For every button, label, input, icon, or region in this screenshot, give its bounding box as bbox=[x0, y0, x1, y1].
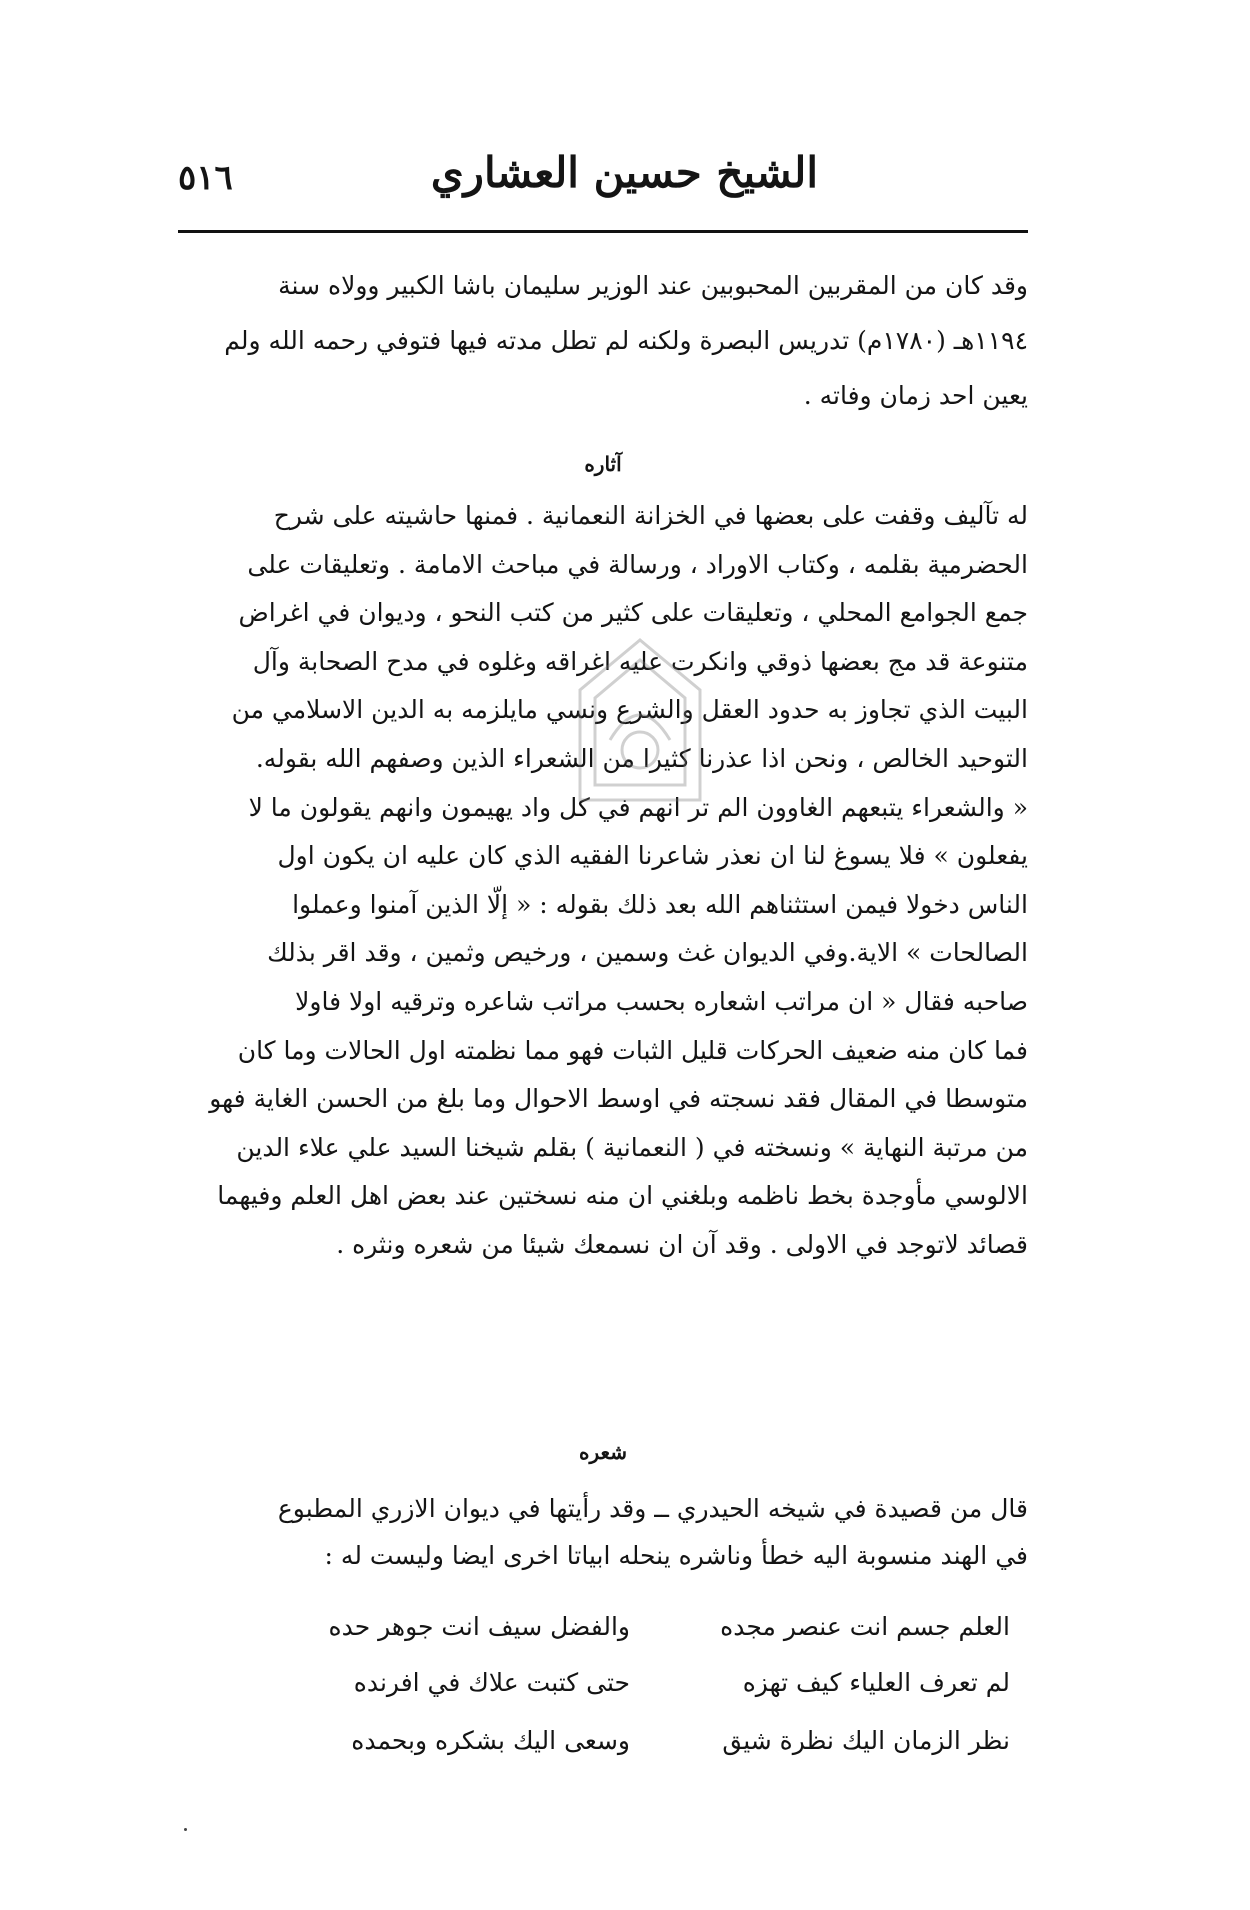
text-line: يعين احد زمان وفاته . bbox=[803, 381, 1028, 410]
text-line: يفعلون » فلا يسوغ لنا ان نعذر شاعرنا الفقيه الذي كان عليه ان يكون اول bbox=[277, 841, 1028, 871]
athar-paragraph bbox=[178, 492, 1028, 1270]
text-line: في الهند منسوبة اليه خطأ وناشره ينحله ابياتا اخرى ايضا وليست له : bbox=[324, 1541, 1028, 1570]
text-line: قصائد لاتوجد في الاولى . وقد آن ان نسمعك شيئا من شعره ونثره . bbox=[336, 1229, 1028, 1259]
text-line: متوسطا في المقال فقد نسجته في اوسط الاحوال وما بلغ من الحسن الغاية فهو bbox=[209, 1084, 1028, 1114]
verse-row bbox=[250, 1726, 1010, 1766]
verse-row bbox=[250, 1668, 1010, 1708]
page-header bbox=[178, 148, 1028, 218]
text-line: ١١٩٤هـ (١٧٨٠م) تدريس البصرة ولكنه لم تطل مدته فيها فتوفي رحمه الله ولم bbox=[224, 326, 1028, 355]
text-line: متنوعة قد مج بعضها ذوقي وانكرت عليه اغراقه وغلوه في مدح الصحابة وآل bbox=[252, 646, 1028, 676]
watermark-emblem-icon bbox=[540, 620, 740, 820]
text-line: صاحبه فقال « ان مراتب اشعاره بحسب مراتب شاعره وترقيه اولا فاولا bbox=[295, 986, 1028, 1016]
verse-hemistich-left: وسعى اليك بشكره وبحمده bbox=[351, 1726, 630, 1755]
text-line: « والشعراء يتبعهم الغاوون الم تر انهم في كل واد يهيمون وانهم يقولون ما لا bbox=[248, 792, 1028, 822]
text-line: جمع الجوامع المحلي ، وتعليقات على كثير من كتب النحو ، وديوان في اغراض bbox=[238, 598, 1028, 628]
scan-speck bbox=[184, 1828, 187, 1831]
text-line: البيت الذي تجاوز به حدود العقل والشرع ونسي مايلزمه به الدين الاسلامي من bbox=[231, 695, 1028, 725]
text-line: الصالحات » الاية.وفي الديوان غث وسمين ، ورخيص وثمين ، وقد اقر بذلك bbox=[267, 938, 1028, 968]
text-line: التوحيد الخالص ، ونحن اذا عذرنا كثيرا من الشعراء الذين وصفهم الله بقوله. bbox=[255, 743, 1028, 773]
verse-hemistich-right: العلم جسم انت عنصر مجده bbox=[720, 1612, 1010, 1641]
text-line: فما كان منه ضعيف الحركات قليل الثبات فهو مما نظمته اول الحالات وما كان bbox=[237, 1035, 1028, 1065]
verse-hemistich-right: نظر الزمان اليك نظرة شيق bbox=[722, 1726, 1010, 1755]
verse-hemistich-left: والفضل سيف انت جوهر حده bbox=[328, 1612, 630, 1641]
verse-hemistich-left: حتى كتبت علاك في افرنده bbox=[353, 1668, 630, 1697]
shiruhu-paragraph bbox=[178, 1485, 1028, 1579]
page-title: الشيخ حسين العشاري bbox=[430, 148, 818, 197]
intro-paragraph bbox=[178, 258, 1028, 423]
section-heading-athar: آثاره bbox=[584, 452, 622, 476]
text-line: وقد كان من المقربين المحبوبين عند الوزير سليمان باشا الكبير وولاه سنة bbox=[278, 271, 1028, 300]
section-heading-shiruhu: شعره bbox=[579, 1440, 627, 1464]
verse-hemistich-right: لم تعرف العلياء كيف تهزه bbox=[742, 1668, 1010, 1697]
verse-row bbox=[250, 1612, 1010, 1652]
header-rule bbox=[178, 230, 1028, 233]
text-line: له تآليف وقفت على بعضها في الخزانة النعمانية . فمنها حاشيته على شرح bbox=[273, 501, 1028, 530]
text-line: الالوسي مأوجدة بخط ناظمه وبلغني ان منه نسختين عند بعض اهل العلم وفيهما bbox=[217, 1181, 1028, 1211]
text-line: من مرتبة النهاية » ونسخته في ( النعمانية ) بقلم شيخنا السيد علي علاء الدين bbox=[236, 1132, 1028, 1162]
text-line: قال من قصيدة في شيخه الحيدري ــ وقد رأيتها في ديوان الازري المطبوع bbox=[277, 1494, 1028, 1523]
text-line: الناس دخولا فيمن استثناهم الله بعد ذلك بقوله : « إلّا الذين آمنوا وعملوا bbox=[292, 889, 1028, 919]
text-line: الحضرمية بقلمه ، وكتاب الاوراد ، ورسالة في مباحث الامامة . وتعليقات على bbox=[247, 549, 1028, 579]
page-number: ٥١٦ bbox=[178, 158, 233, 198]
